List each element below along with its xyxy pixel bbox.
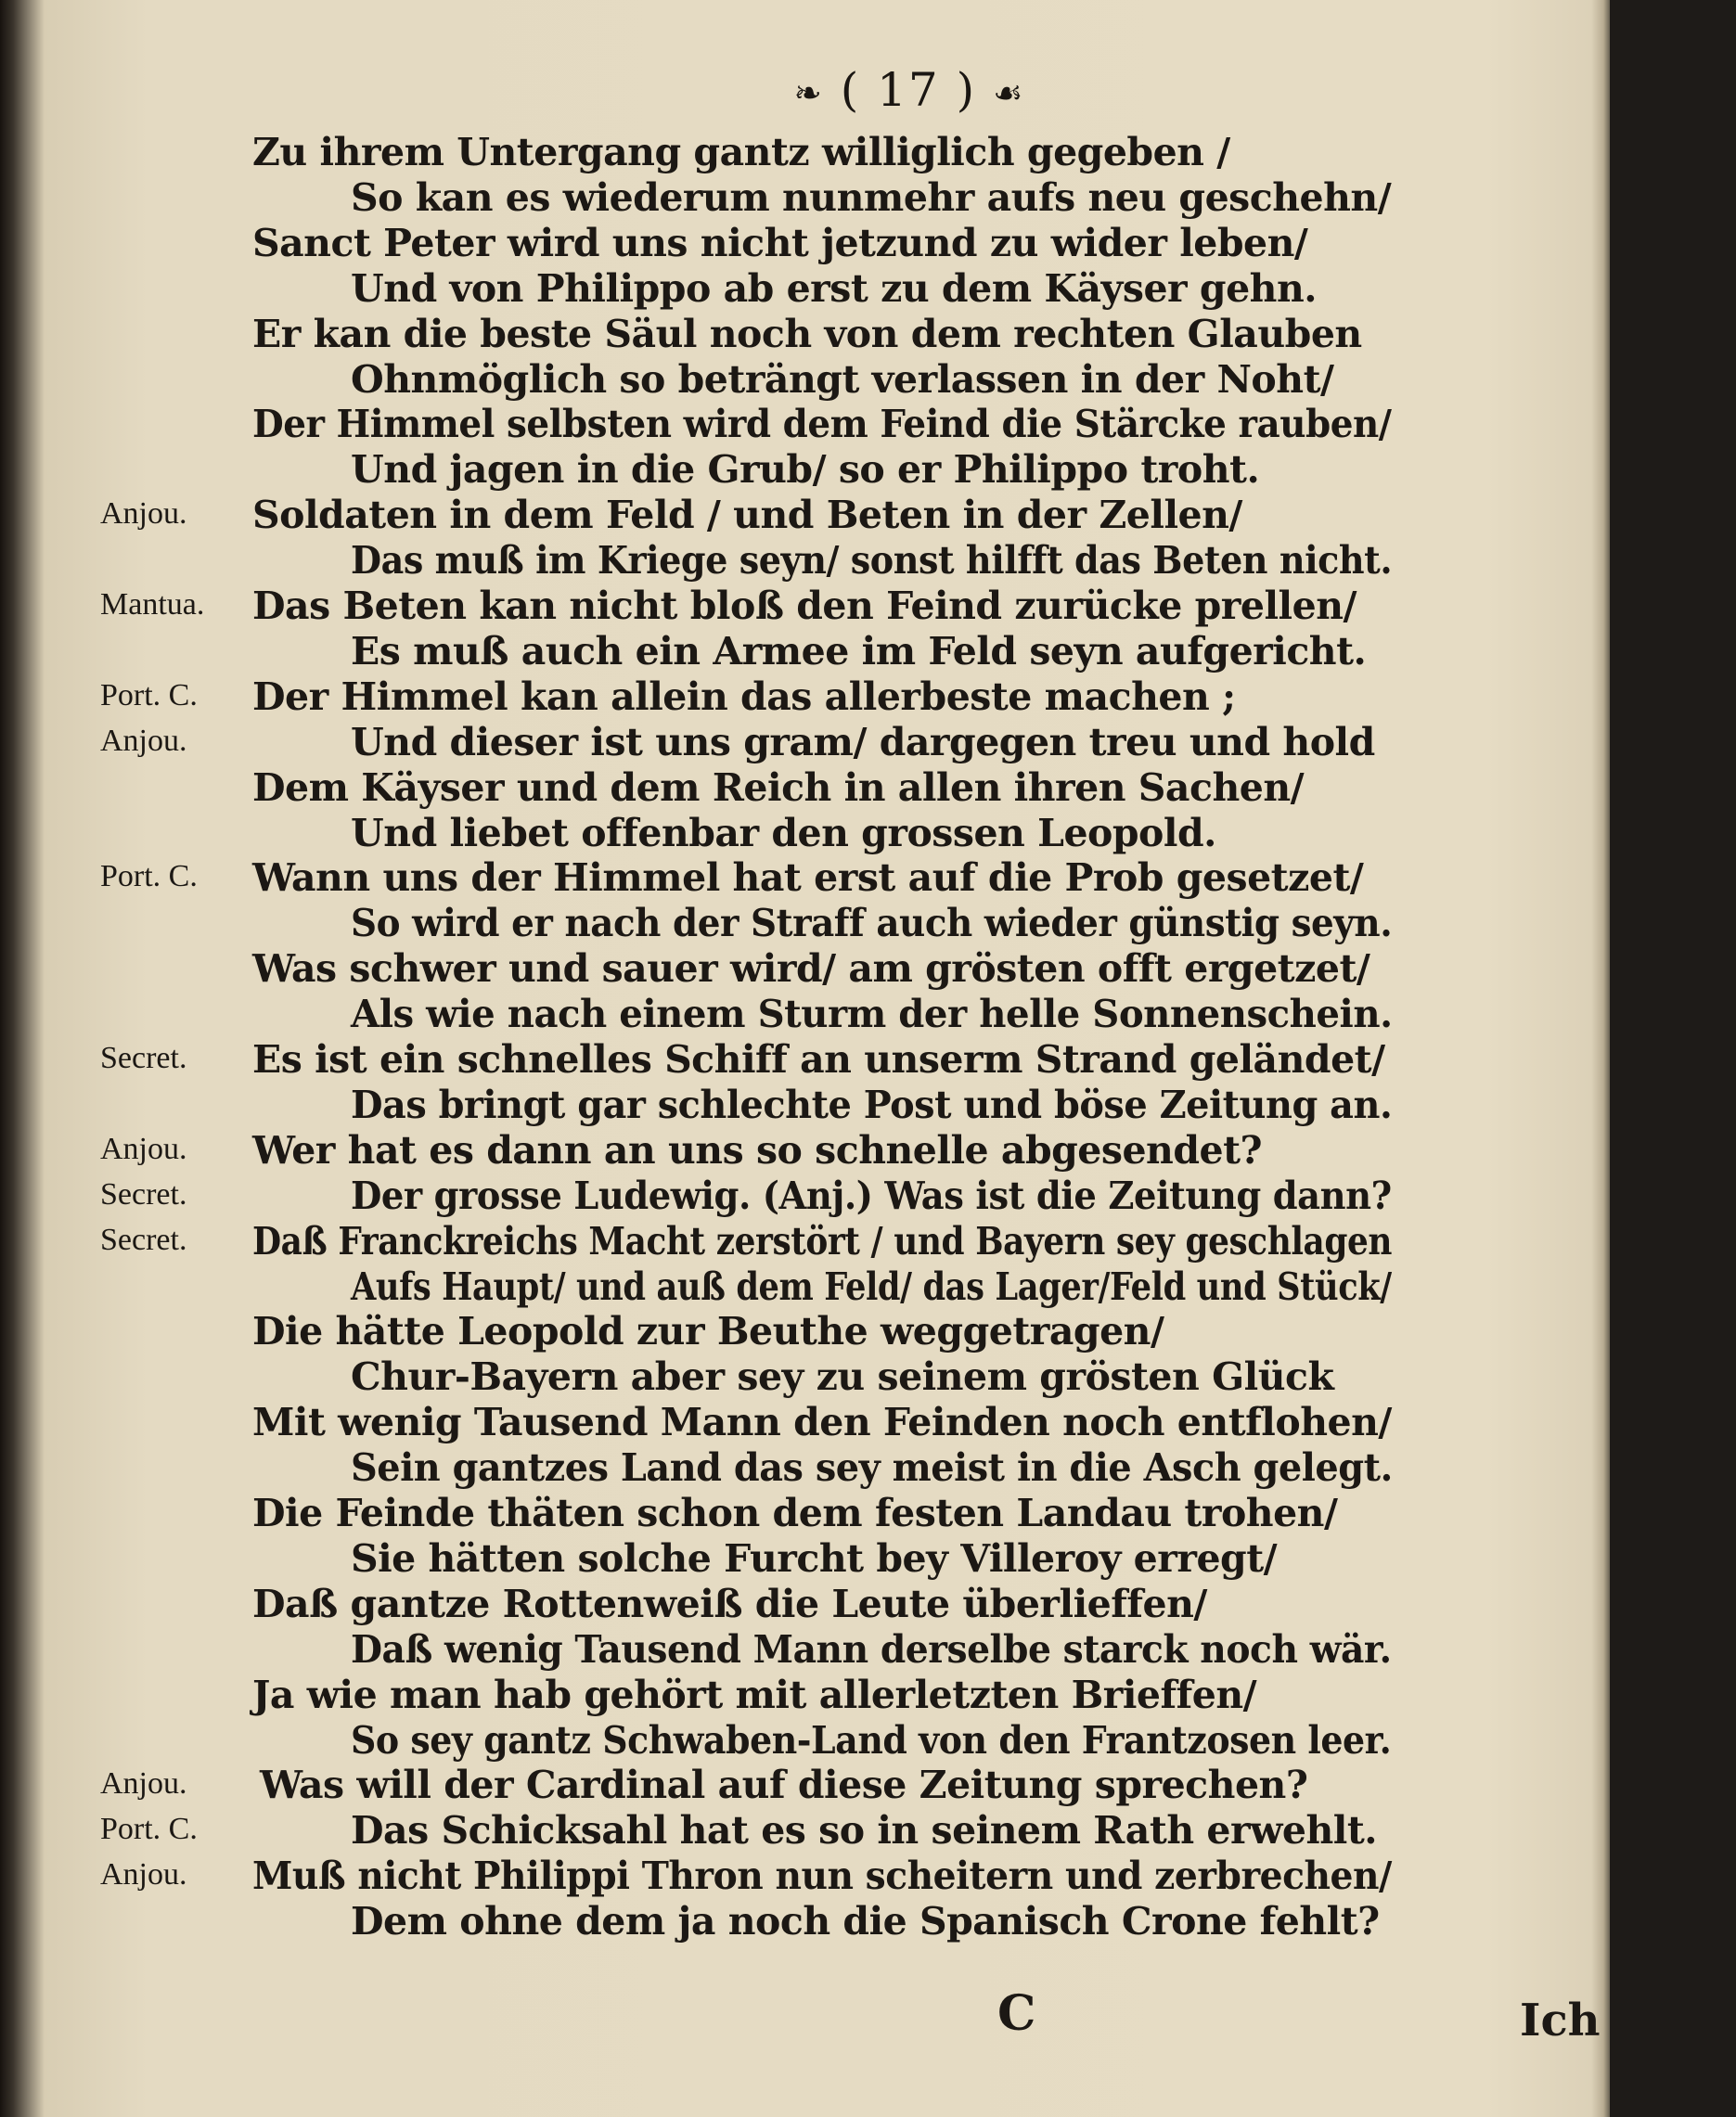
- verse-line: Der Himmel kan allein das allerbeste machen ;: [252, 674, 1236, 719]
- signature-mark: C: [997, 1985, 1036, 2042]
- verse-line: Wann uns der Himmel hat erst auf die Prob gesetzet/: [252, 855, 1364, 901]
- page-header: [761, 63, 1058, 119]
- verse-line: Ja wie man hab gehört mit allerletzten Brieffen/: [252, 1672, 1257, 1717]
- speaker-label: Anjou.: [100, 1857, 187, 1892]
- verse-line: Und von Philippo ab erst zu dem Käyser gehn.: [351, 265, 1318, 311]
- verse-line: Der Himmel selbsten wird dem Feind die Stärcke rauben/: [252, 402, 1392, 447]
- verse-line: Das muß im Kriege seyn/ sonst hilfft das Beten nicht.: [351, 538, 1393, 584]
- catchword: Ich: [1520, 1995, 1601, 2046]
- speaker-label: Port. C.: [100, 1812, 198, 1847]
- verse-line: Und jagen in die Grub/ so er Philippo troht.: [351, 447, 1260, 493]
- verse-line: Wer hat es dann an uns so schnelle abgesendet?: [252, 1127, 1263, 1173]
- verse-line: Muß nicht Philippi Thron nun scheitern und zerbrechen/: [252, 1854, 1392, 1899]
- verse-line: Sein gantzes Land das sey meist in die Asch gelegt.: [351, 1445, 1393, 1491]
- verse-line: Das Beten kan nicht bloß den Feind zurücke prellen/: [252, 584, 1357, 628]
- right-ornament-icon: ☙: [993, 74, 1025, 113]
- verse-line: So kan es wiederum nunmehr aufs neu geschehn/: [351, 174, 1392, 220]
- verse-line: Daß Franckreichs Macht zerstört / und Bayern sey geschlagen: [252, 1218, 1393, 1264]
- speaker-label: Anjou.: [100, 723, 187, 758]
- verse-line: Was schwer und sauer wird/ am grösten offt ergetzet/: [252, 946, 1370, 992]
- verse-line: Das bringt gar schlechte Post und böse Zeitung an.: [351, 1082, 1393, 1127]
- speaker-label: Secret.: [100, 1222, 187, 1257]
- speaker-label: Anjou.: [100, 1766, 187, 1802]
- speaker-label: Secret.: [100, 1176, 187, 1212]
- page-number: ( 17 ): [840, 63, 977, 117]
- verse-line: Er kan die beste Säul noch von dem rechten Glauben: [252, 311, 1362, 356]
- speaker-label: Secret.: [100, 1041, 187, 1075]
- verse-line: Ohnmöglich so beträngt verlassen in der Noht/: [351, 356, 1334, 402]
- speaker-label: Anjou.: [100, 496, 187, 532]
- verse-line: Der grosse Ludewig. (Anj.) Was ist die Zeitung dann?: [351, 1173, 1392, 1218]
- speaker-label: Anjou.: [100, 1131, 187, 1166]
- verse-line: Mit wenig Tausend Mann den Feinden noch entflohen/: [252, 1400, 1392, 1445]
- verse-line: Zu ihrem Untergang gantz williglich gegeben /: [252, 130, 1230, 174]
- verse-line: Dem Käyser und dem Reich in allen ihren Sachen/: [252, 764, 1305, 810]
- verse-line: So sey gantz Schwaben-Land von den Frantzosen leer.: [351, 1717, 1392, 1763]
- verse-line: Das Schicksahl hat es so in seinem Rath erwehlt.: [351, 1808, 1378, 1854]
- verse-line: Die hätte Leopold zur Beuthe weggetragen/: [252, 1309, 1164, 1354]
- verse-line: Es ist ein schnelles Schiff an unserm Strand geländet/: [252, 1037, 1385, 1082]
- speaker-label: Mantua.: [100, 587, 205, 622]
- verse-line: Und dieser ist uns gram/ dargegen treu und hold: [351, 719, 1375, 764]
- verse-line: Soldaten in dem Feld / und Beten in der Zellen/: [252, 493, 1242, 538]
- verse-line: Daß gantze Rottenweiß die Leute überlieffen/: [252, 1581, 1207, 1626]
- verse-line: Die Feinde thäten schon dem festen Landau trohen/: [252, 1491, 1338, 1535]
- verse-line: Sanct Peter wird uns nicht jetzund zu wider leben/: [252, 220, 1308, 265]
- verse-line: Es muß auch ein Armee im Feld seyn aufgericht.: [351, 628, 1367, 674]
- verse-line: Als wie nach einem Sturm der helle Sonnenschein.: [351, 992, 1393, 1037]
- verse-line: Und liebet offenbar den grossen Leopold.: [351, 810, 1216, 855]
- speaker-label: Port. C.: [100, 859, 198, 894]
- verse-line: Chur-Bayern aber sey zu seinem grösten Glück: [351, 1354, 1334, 1400]
- verse-line: Was will der Cardinal auf diese Zeitung sprechen?: [260, 1763, 1308, 1808]
- left-ornament-icon: ❧: [793, 74, 824, 113]
- speaker-label: Port. C.: [100, 677, 198, 712]
- verse-line: Dem ohne dem ja noch die Spanisch Crone fehlt?: [351, 1899, 1380, 1944]
- verse-line: So wird er nach der Straff auch wieder günstig seyn.: [351, 901, 1393, 946]
- verse-line: Sie hätten solche Furcht bey Villeroy erregt/: [351, 1535, 1278, 1581]
- verse-line: Aufs Haupt/ und auß dem Feld/ das Lager/Feld und Stück/: [351, 1264, 1392, 1309]
- verse-line: Daß wenig Tausend Mann derselbe starck noch wär.: [351, 1626, 1392, 1672]
